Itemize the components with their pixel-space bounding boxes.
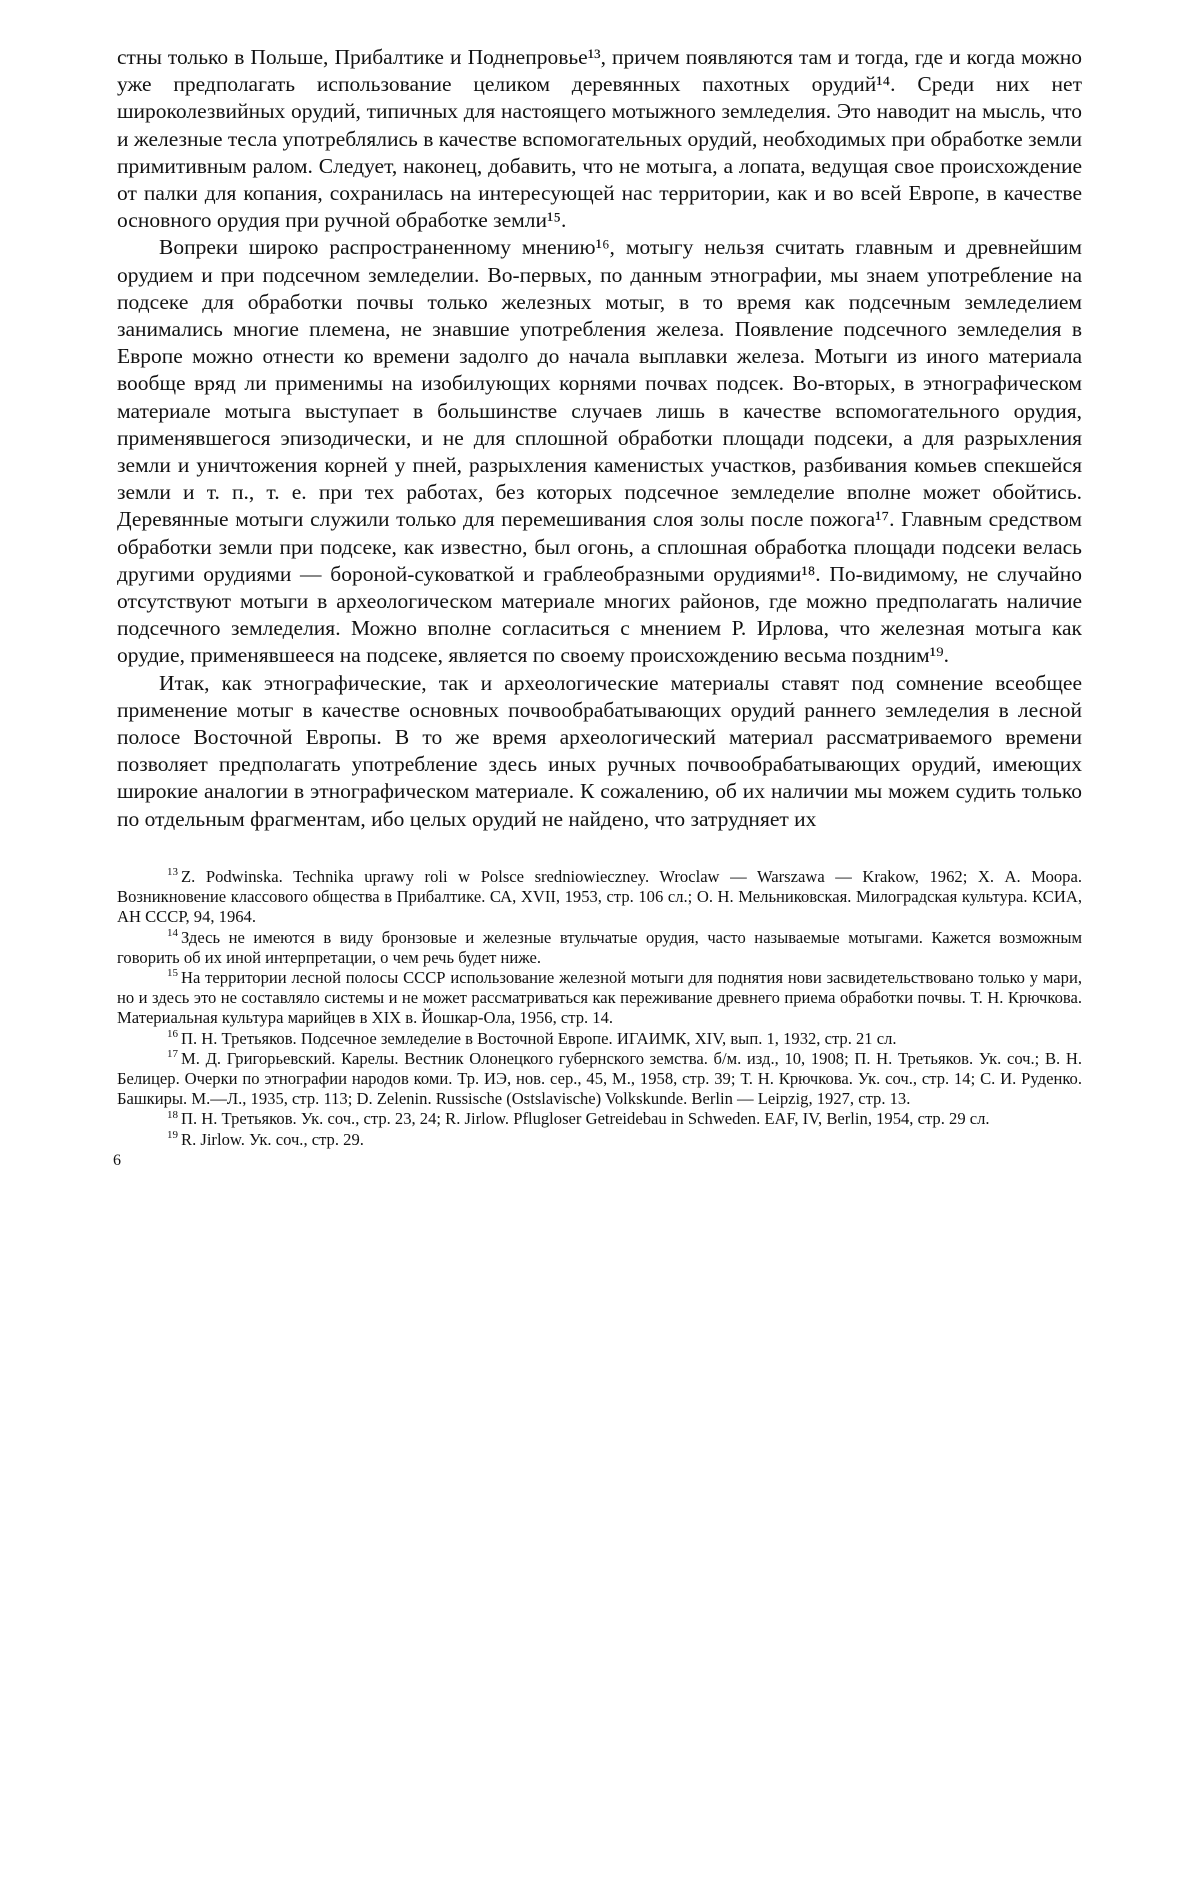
footnotes: [117, 867, 1082, 1150]
footnote-13: $^{13}$ Z. Podwinska. Technika uprawy roli w Polsce sredniowieczney. Wroclaw — Warszawa — Krakow, 1962; Х. А. Моора. Возникновение классового общества в Прибалтике. СА, XVII, 1953, стр. 106 сл.; О. Н. Мельниковская. Милоградская культура. КСИА, АН СССР, 94, 1964.: [117, 866, 1082, 927]
footnote-18: $^{18}$ П. Н. Третьяков. Ук. соч., стр. 23, 24; R. Jirlow. Pflugloser Getreidebau in Schweden. EAF, IV, Berlin, 1954, стр. 29 сл.: [167, 1108, 990, 1129]
footnote-16: $^{16}$ П. Н. Третьяков. Подсечное земледелие в Восточной Европе. ИГАИМК, XIV, вып. 1, 1932, стр. 21 сл.: [167, 1027, 897, 1048]
footnote-17: $^{17}$ М. Д. Григорьевский. Карелы. Вестник Олонецкого губернского земства. б/м. изд., 10, 1908; П. Н. Третьяков. Ук. соч.; В. Н. Белицер. Очерки по этнографии народов коми. Тр. ИЭ, нов. сер., 45, М., 1958, стр. 39; Т. Н. Крючкова. Ук. соч., стр. 14; С. И. Руденко. Башкиры. М.—Л., 1935, стр. 113; D. Zelenin. Russische (Ostslavische) Volkskunde. Berlin — Leipzig, 1927, стр. 13.: [117, 1048, 1082, 1109]
footnote-15: $^{15}$ На территории лесной полосы СССР использование железной мотыги для поднятия нови засвидетельствовано только у мари, но и здесь это не составляло системы и не может рассматриваться как переживание древнего приема обработки почвы. Т. Н. Крючкова. Материальная культура марийцев в XIX в. Йошкар-Ола, 1956, стр. 14.: [117, 967, 1082, 1028]
body-text: [117, 44, 1082, 833]
footnote-14: $^{14}$ Здесь не имеются в виду бронзовые и железные втульчатые орудия, часто называемые мотыгами. Кажется возможным говорить об их иной интерпретации, о чем речь будет ниже.: [117, 926, 1082, 967]
paragraph-3: Итак, как этнографические, так и археологические материалы ставят под сомнение всеобщее применение мотыг в качестве основных почвообрабатывающих орудий раннего земледелия в лесной полосе Восточной Европы. В то же время археологический материал рассматриваемого времени позволяет предполагать употребление здесь иных ручных почвообрабатывающих орудий, имеющих широкие аналогии в этнографическом материале. К сожалению, об их наличии мы можем судить только по отдельным фрагментам, ибо целых орудий не найдено, что затрудняет их: [117, 670, 1082, 831]
page: [113, 44, 1082, 1170]
paragraph-1: стны только в Польше, Прибалтике и Поднепровье¹³, причем появляются там и тогда, где и когда можно уже предполагать использование целиком деревянных пахотных орудий¹⁴. Среди них нет широколезвийных орудий, типичных для настоящего мотыжного земледелия. Это наводит на мысль, что и железные тесла употреблялись в качестве вспомогательных орудий, необходимых при обработке земли примитивным ралом. Следует, наконец, добавить, что не мотыга, а лопата, ведущая свое происхождение от палки для копания, сохранилась на интересующей нас территории, как и во всей Европе, в качестве основного орудия при ручной обработке земли¹⁵.: [117, 45, 1082, 233]
page-number: 6: [113, 1151, 121, 1169]
footnote-19: $^{19}$ R. Jirlow. Ук. соч., стр. 29.: [167, 1129, 364, 1149]
paragraph-2: Вопреки широко распространенному мнению¹⁶, мотыгу нельзя считать главным и древнейшим орудием и при подсечном земледелии. Во-первых, по данным этнографии, мы знаем употребление на подсеке для обработки почвы только железных мотыг, в то время как подсечным земледелием занимались многие племена, не знавшие употребления железа. Появление подсечного земледелия в Европе можно отнести ко времени задолго до начала выплавки железа. Мотыги из иного материала вообще вряд ли применимы на изобилующих корнями почвах подсек. Во-вторых, в этнографическом материале мотыга выступает в большинстве случаев лишь в качестве вспомогательного орудия, применявшегося эпизодически, и не для сплошной обработки площади подсеки, а для разрыхления земли и уничтожения корней у пней, разрыхления каменистых участков, разбивания комьев спекшейся земли и т. п., т. е. при тех работах, без которых подсечное земледелие вполне может обойтись. Деревянные мотыги служили только для перемешивания слоя золы после пожога¹⁷. Главным средством обработки земли при подсеке, как известно, был огонь, а сплошная обработка площади подсеки велась другими орудиями — бороной-суковаткой и граблеобразными орудиями¹⁸. По-видимому, не случайно отсутствуют мотыги в археологическом материале многих районов, где можно предполагать наличие подсечного земледелия. Можно вполне согласиться с мнением Р. Ирлова, что железная мотыга как орудие, применявшееся на подсеке, является по своему происхождению весьма поздним¹⁹.: [117, 235, 1082, 668]
